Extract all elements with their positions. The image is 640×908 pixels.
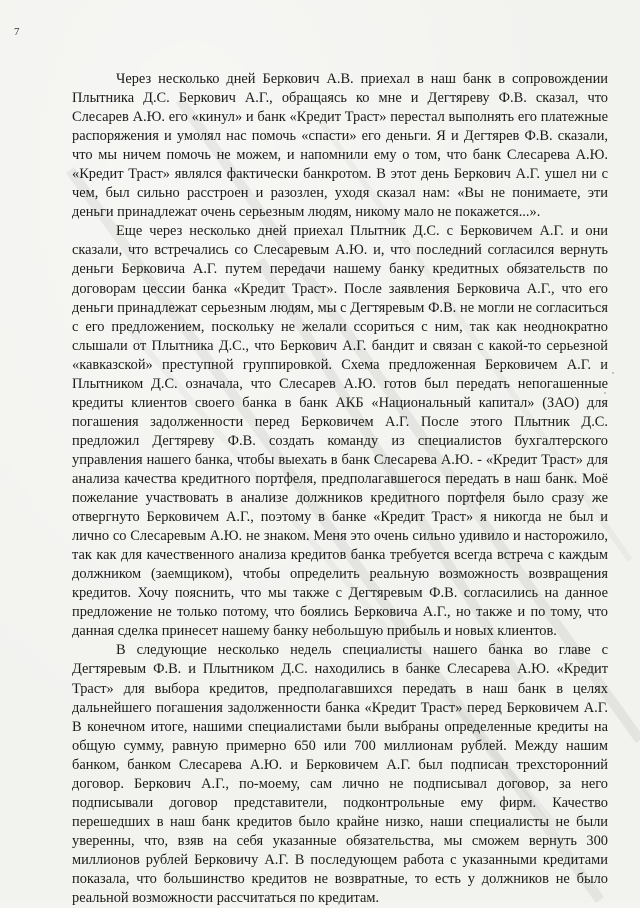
paragraph: В следующие несколько недель специалисты нашего банка во главе с Дегтяревым Ф.В. и Плытником Д.С. находились в банке Слесарева А.Ю. «Кредит Траст» для выбора кредитов, предполагавшихся передать в наш банк в целях дальнейшего погашения задолженности банка «Кредит Траст» перед Берковичем А.Г. В конечном итоге, нашими специалистами были выбраны определенные кредиты на общую сумму, равную примерно 650 или 700 миллионам рублей. Между нашим банком, банком Слесарева А.Ю. и Берковичем А.Г. был подписан трехсторонний договор. Беркович А.Г., по-моему, сам лично не подписывал договор, за него подписывали договор представители, подконтрольные ему фирм. Качество перешедших в наш банк кредитов было крайне низко, наши специалисты не были уверенны, что, взяв на себя указанные обязательства, мы сможем вернуть 300 миллионов рублей Берковичу А.Г. В последующем работа с указанными кредитами показала, что большинство кредитов не возвратные, то есть у должников не было реальной возможности рассчитаться по кредитам. <box>72 642 608 907</box>
page-number: 7 <box>14 26 20 38</box>
paragraph: Через несколько дней Беркович А.В. приехал в наш банк в сопровождении Плытника Д.С. Беркович А.Г., обращаясь ко мне и Дегтяреву Ф.В. сказал, что Слесарев А.Ю. его «кинул» и банк «Кредит Траст» перестал выполнять его платежные распоряжения и умолял нас помочь «спасти» его деньги. Я и Дегтярев Ф.В. сказали, что мы ничем помочь не можем, и напомнили ему о том, что банк Слесарева А.Ю. «Кредит Траст» являлся фактически банкротом. В этот день Беркович А.Г. ушел ни с чем, был сильно расстроен и разозлен, уходя сказал нам: «Вы не понимаете, эти деньги принадлежат очень серьезным людям, никому мало не покажется...». <box>72 71 608 221</box>
document-body <box>72 70 608 908</box>
scan-speck <box>612 372 614 374</box>
scan-speck <box>604 392 606 394</box>
paragraph: Еще через несколько дней приехал Плытник Д.С. с Берковичем А.Г. и они сказали, что встречались со Слесаревым А.Ю. и, что последний согласился вернуть деньги Берковича А.Г. путем передачи нашему банку кредитных обязательств по договорам цессии банка «Кредит Траст». После заявления Берковича А.Г., что его деньги принадлежат серьезным людям, мы с Дегтяревым Ф.В. не могли не согласиться с его предложением, поскольку не желали ссориться с ним, так как неоднократно слышали от Плытника Д.С., что Беркович А.Г. бандит и связан с какой-то серьезной «кавказской» преступной группировкой. Схема предложенная Берковичем А.Г. и Плытником Д.С. означала, что Слесарев А.Ю. готов был передать непогашенные кредиты клиентов своего банка в банк АКБ «Национальный капитал» (ЗАО) для погашения задолженности перед Берковичем А.Г. После этого Плытник Д.С. предложил Дегтяреву Ф.В. создать команду из специалистов бухгалтерского управления нашего банка, чтобы выехать в банк Слесарева А.Ю. - «Кредит Траст» для анализа качества кредитного портфеля, предполагавшегося передать в наш банк. Моё пожелание участвовать в анализе должников кредитного портфеля было сразу же отвергнуто Берковичем А.Г., поэтому в банке «Кредит Траст» я никогда не был и лично со Слесаревым А.Ю. не знаком. Меня это очень сильно удивило и насторожило, так как для качественного анализа кредитов банка требуется всегда встреча с каждым должником (заемщиком), чтобы определить реальную возможность возвращения кредитов. Хочу пояснить, что мы также с Дегтяревым Ф.В. согласились на данное предложение не только потому, что боялись Берковича А.Г., но также и по тому, что данная сделка принесет нашему банку небольшую прибыль и новых клиентов. <box>72 223 608 640</box>
